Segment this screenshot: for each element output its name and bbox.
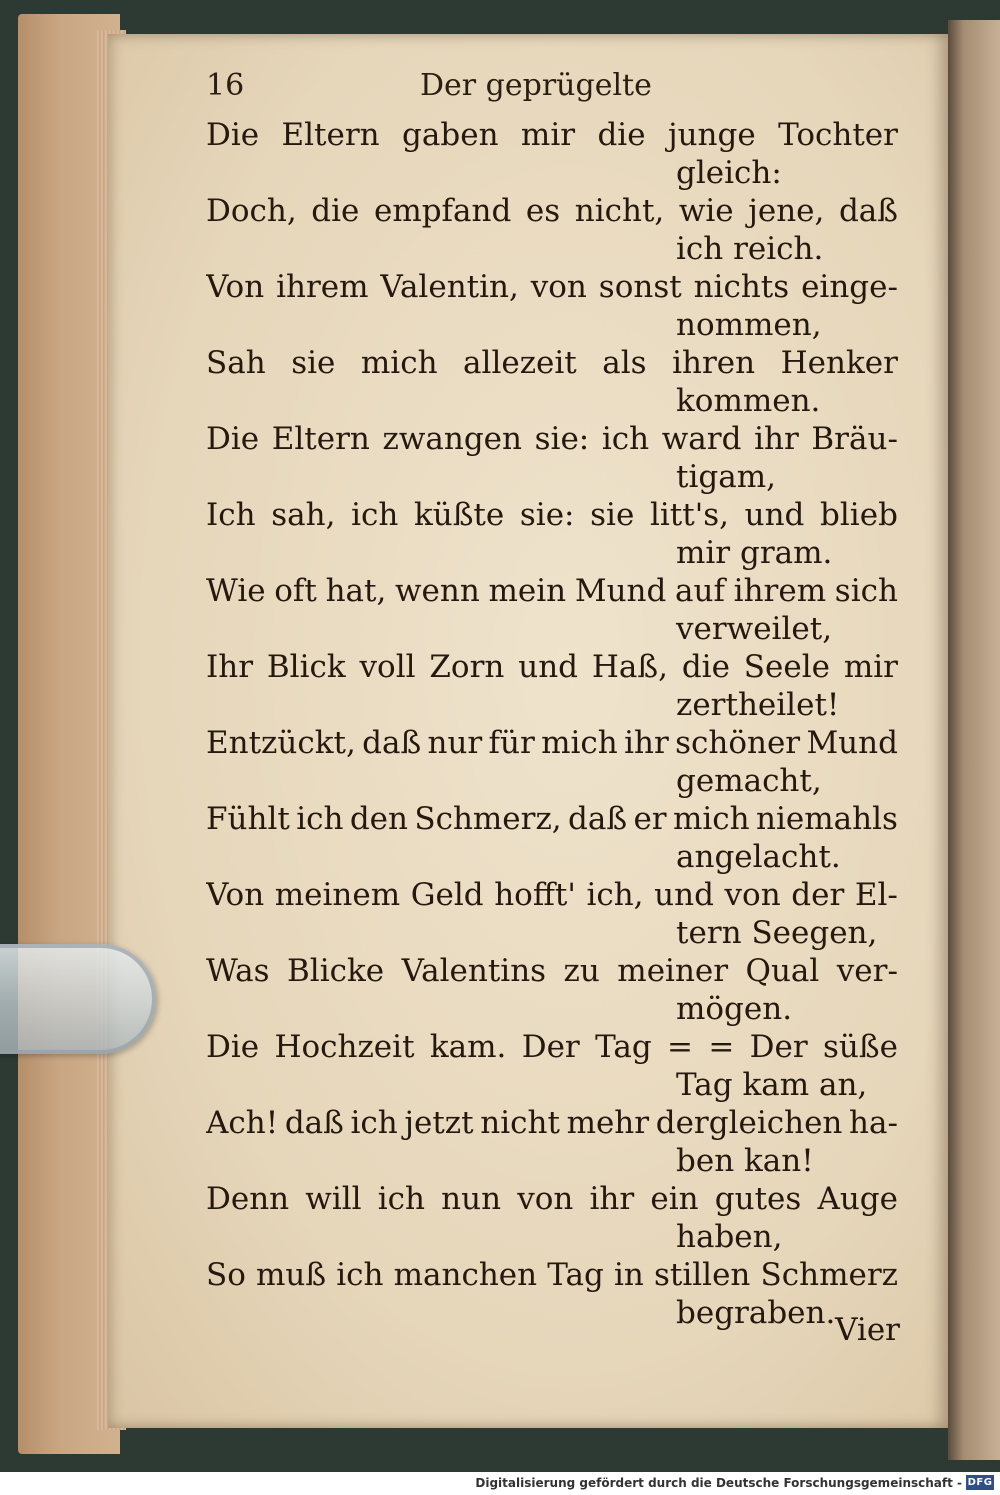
verse-line [206,1180,898,1218]
verse-word: = [708,1029,735,1065]
verse-word: El- [854,877,898,913]
verse-word: Der [521,1029,580,1065]
verse-line [206,572,898,610]
verse-word: wie [678,193,734,229]
verse-word: dergleichen [655,1105,843,1141]
verse-word: für [488,725,535,761]
verse-word: Der [749,1029,808,1065]
verse-continuation: nommen, [676,307,822,343]
verse-word: ihren [672,345,756,381]
verse-word: den [349,801,408,837]
verse-word: Geld [410,877,484,913]
verse-word: ward [661,421,742,457]
verse-word: Mund [806,725,898,761]
verse-word: Henker [780,345,898,381]
verse-word: litt's, [649,497,729,533]
verse-word: kam. [429,1029,507,1065]
verse-word: Fühlt [206,801,290,837]
verse-word: mich [360,345,438,381]
verse-word: will [305,1181,362,1217]
verse-continuation: gemacht, [676,763,822,799]
verse-word: Eltern [271,421,370,457]
verse-word: Bräu- [811,421,898,457]
verse-line [206,344,898,382]
verse-continuation: angelacht. [676,839,841,875]
verse-word: sah, [271,497,336,533]
verse-continuation: haben, [676,1219,783,1255]
verse-line [206,116,898,154]
verse-word: Eltern [281,117,380,153]
verse-word: daß [362,725,422,761]
verse-word: als [602,345,647,381]
verse-word: = [667,1029,693,1065]
verse-word: Entzückt, [206,725,356,761]
verse-word: ha- [849,1105,898,1141]
verse-word: von [517,1181,574,1217]
verse-word: schöner [675,725,801,761]
verse-word: nicht, [574,193,665,229]
verse-word: zwangen [382,421,522,457]
verse-continuation: kommen. [676,383,821,419]
verse-word: Schmerz [760,1257,898,1293]
verse-continuation: gleich: [676,155,782,191]
verse-word: manchen [393,1257,538,1293]
verse-word: ver- [836,953,898,989]
verse-word: nicht [480,1105,560,1141]
verse-word: blieb [820,497,898,533]
verse-word: von [724,877,781,913]
verse-word: wenn [395,573,480,609]
verse-word: Von [206,877,265,913]
verse-word: und [654,877,714,913]
page-clip [0,944,156,1054]
verse-word: von [530,269,587,305]
verse-word: Die [206,117,260,153]
verse-word: meiner [617,953,729,989]
verse-word: Was [206,953,270,989]
verse-word: nur [427,725,483,761]
verse-word: daß [838,193,898,229]
verse-word: ich [350,1105,398,1141]
verse-word: Tag [547,1257,604,1293]
verse-word: mehr [566,1105,650,1141]
verse-line [206,496,898,534]
verse-word: ich, [586,877,644,913]
verse-line [206,420,898,458]
verse-line [206,1028,898,1066]
facing-page-edge [948,20,1000,1460]
verse-word: Ihr [206,649,254,685]
verse-word: Doch, [206,193,297,229]
verse-word: hofft' [494,877,576,913]
verse-word: mich [673,801,750,837]
verse-word: nichts [693,269,790,305]
verse-word: küßte [413,497,505,533]
verse-word: ich [601,421,650,457]
verse-line [206,876,898,914]
verse-word: es [525,193,561,229]
verse-word: die [681,649,730,685]
verse-word: daß [568,801,628,837]
verse-word: jetzt [404,1105,474,1141]
verse-word: ich [296,801,344,837]
verse-word: hat, [325,573,387,609]
verse-word: gaben [402,117,499,153]
verse-word: So [206,1257,246,1293]
verse-word: daß [284,1105,344,1141]
verse-word: Denn [206,1181,290,1217]
verse-word: mir [520,117,576,153]
verse-word: Valentin, [380,269,519,305]
verse-word: ihr [754,421,799,457]
verse-word: ein [650,1181,699,1217]
verse-line [206,800,898,838]
verse-continuation: mir gram. [676,535,833,571]
verse-word: sie [291,345,336,381]
verse-word: mich [541,725,618,761]
verse-word: Zorn [429,649,505,685]
verse-word: Ich [206,497,256,533]
verse-word: mir [843,649,898,685]
verse-word: Tag [595,1029,652,1065]
verse-word: nun [441,1181,502,1217]
verse-continuation: ben kan! [676,1143,814,1179]
verse-word: süße [823,1029,898,1065]
verse-line [206,1256,898,1294]
verse-word: stillen [653,1257,751,1293]
verse-word: zu [563,953,600,989]
verse-word: Auge [817,1181,898,1217]
verse-word: und [744,497,805,533]
verse-word: allezeit [463,345,577,381]
verse-word: Qual [745,953,820,989]
verse-word: in [613,1257,644,1293]
verse-word: niemahls [756,801,898,837]
verse-word: Von [206,269,265,305]
verse-word: ihrem [733,573,827,609]
verse-word: sich [834,573,898,609]
verse-word: jene, [748,193,825,229]
page-number: 16 [206,68,245,103]
page-header [206,68,896,112]
footer-bar [0,1472,1000,1495]
verse-word: Haß, [591,649,668,685]
verse-word: sie: [534,421,590,457]
verse-line [206,724,898,762]
verse-word: der [791,877,845,913]
verse-word: Sah [206,345,266,381]
verse-word: ich [377,1181,425,1217]
verse-word: ihr [624,725,669,761]
verse-word: auf [675,573,725,609]
verse-word: Die [206,421,260,457]
verse-word: meinem [274,877,401,913]
verse-word: Blick [266,649,346,685]
verse-word: Valentins [401,953,547,989]
verse-continuation: verweilet, [676,611,833,647]
verse-word: Seele [743,649,830,685]
verse-line [206,268,898,306]
verse-word: voll [359,649,416,685]
verse-word: Mund [574,573,667,609]
verse-continuation: Tag kam an, [676,1067,868,1103]
verse-continuation: tern Seegen, [676,915,878,951]
verse-word: muß [256,1257,327,1293]
verse-word: ihr [589,1181,635,1217]
verse-word: sie [590,497,635,533]
verse-word: Die [206,1029,260,1065]
verse-word: und [518,649,579,685]
verse-word: gutes [714,1181,802,1217]
verse-word: Ach! [206,1105,279,1141]
verse-word: Schmerz, [414,801,562,837]
verse-word: empfand [373,193,512,229]
verse-word: die [597,117,646,153]
funding-credit: Digitalisierung gefördert durch die Deutsche Forschungsgemeinschaft - [475,1476,962,1490]
verse-word: ich [351,497,399,533]
verse-line [206,192,898,230]
dfg-logo: DFG [967,1477,993,1488]
verse-word: er [633,801,667,837]
verse-word: Blicke [287,953,385,989]
verse-word: ich [336,1257,384,1293]
verse-word: oft [274,573,317,609]
verse-word: einge- [801,269,898,305]
verse-line [206,952,898,990]
verse-word: junge [667,117,756,153]
running-title: Der geprügelte [420,68,652,103]
verse-word: sonst [598,269,682,305]
verse-word: Hochzeit [274,1029,415,1065]
verse-continuation: tigam, [676,459,776,495]
verse-word: Tochter [778,117,898,153]
verse-continuation: begraben. [676,1295,836,1331]
catchword: Vier [835,1312,900,1348]
poem-text [206,116,898,1332]
verse-word: Wie [206,573,266,609]
verse-line [206,1104,898,1142]
verse-continuation: ich reich. [676,231,824,267]
verse-word: ihrem [276,269,369,305]
verse-continuation: mögen. [676,991,793,1027]
verse-continuation: zertheilet! [676,687,840,723]
verse-word: die [311,193,360,229]
verse-word: mein [488,573,567,609]
verse-line [206,648,898,686]
verse-word: sie: [519,497,575,533]
